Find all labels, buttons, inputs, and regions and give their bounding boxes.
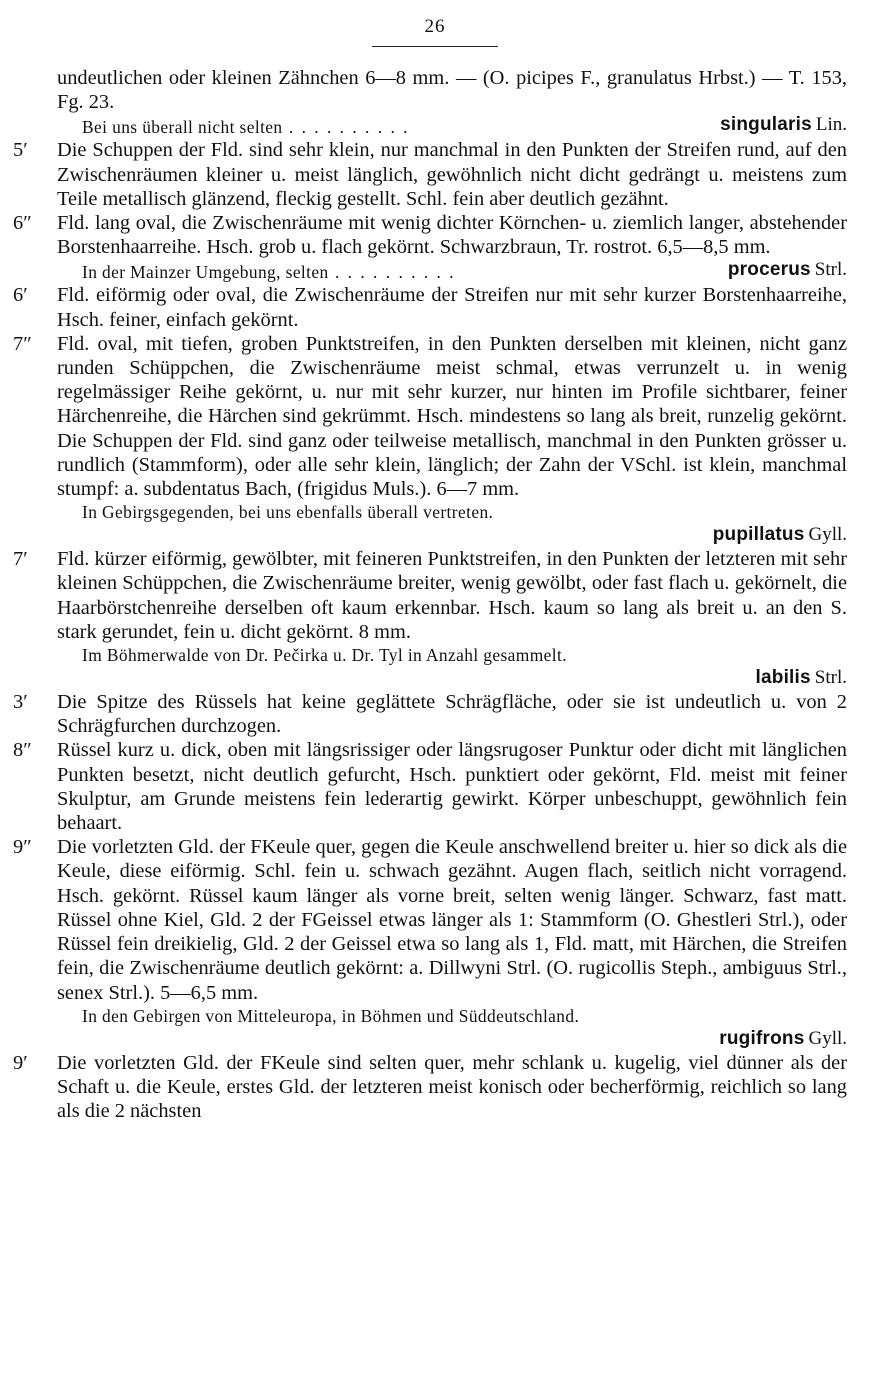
couplet-entry <box>13 138 847 211</box>
entry-text: undeutlichen oder kleinen Zähnchen 6—8 mm. — (O. picipes F., granulatus Hrbst.) — T. 153, Fg. 23. <box>57 67 847 114</box>
species-author: Strl. <box>814 259 847 281</box>
couplet-entry <box>13 332 847 501</box>
couplet-number: 3′ <box>13 691 28 714</box>
couplet-number: 9′ <box>13 1051 28 1074</box>
couplet-entry <box>13 690 847 738</box>
locality-text: Bei uns überall nicht selten . . . <box>82 116 847 138</box>
page-content <box>0 66 870 1123</box>
couplet-number: 8″ <box>13 739 32 762</box>
couplet-entry <box>13 547 847 644</box>
species-epithet: rugifrons <box>719 1027 805 1049</box>
entry-text: Rüssel kurz u. dick, oben mit längsrissiger oder längsrugoser Punktur oder dicht mit länglichen Punkten besetzt, nicht deutlich gefurcht, Hsch. punktiert oder gekörnt, Fld. meist mit feiner Skulptur, am Grunde meistens fein lederartig gewirkt. Körper unbeschuppt, gewöhnlich fein behaart. <box>57 739 847 835</box>
couplet-entry <box>13 1051 847 1124</box>
species-author: Gyll. <box>808 1027 847 1049</box>
couplet-number: 7″ <box>13 332 32 355</box>
couplet-entry <box>13 835 847 1004</box>
locality-line <box>0 114 870 138</box>
species-name <box>724 259 847 281</box>
couplet-entry <box>13 738 847 835</box>
couplet-number: 5′ <box>13 139 28 162</box>
couplet-number: 9″ <box>13 836 32 859</box>
species-epithet: singularis <box>720 114 812 136</box>
locality-text: Im Böhmerwalde von Dr. Pečirka u. Dr. Tyl in Anzahl gesammelt. <box>82 645 567 666</box>
species-epithet: labilis <box>755 667 811 689</box>
species-name <box>0 1027 847 1051</box>
species-name <box>0 666 847 690</box>
page-number: 26 <box>424 16 446 37</box>
species-author: Lin. <box>815 114 847 136</box>
locality-line <box>0 259 870 283</box>
locality-text: In den Gebirgen von Mitteleuropa, in Böhmen und Süddeutschland. <box>82 1005 580 1026</box>
species-epithet: procerus <box>727 259 811 281</box>
entry-text: Die vorletzten Gld. der FKeule sind selten quer, mehr schlank u. kugelig, viel dünner als der Schaft u. die Keule, erstes Gld. der letzteren meist konisch oder becherförmig, reichlich so lang als die 2 nächsten <box>57 1051 847 1123</box>
couplet-number: 7′ <box>13 548 28 571</box>
couplet-entry <box>13 211 847 259</box>
locality-text: In Gebirgsgegenden, bei uns ebenfalls überall vertreten. <box>82 502 494 523</box>
entry-text: Fld. kürzer eiförmig, gewölbter, mit feineren Punktstreifen, in den Punkten der letzteren mit sehr kleinen Schüppchen, die Zwischenräume breiter, wenig gewölbt, oder fast flach u. gekörnelt, die Haarbörstchenreihe derselben oft kaum erkennbar. Hsch. kaum so lang als breit u. an den S. stark gerundet, fein u. dicht gekörnt. 8 mm. <box>57 548 847 643</box>
entry-text: Fld. oval, mit tiefen, groben Punktstreifen, in den Punkten derselben mit kleinen, nicht ganz runden Schüppchen, die Zwischenräume meist schmal, etwas verrunzelt u. in wenig regelmässiger Reihe gekörnt, u. nur mit sehr kurzer, nur hinten im Profile sichtbarer, feiner Härchenreihe, die Härchen sind gekrümmt. Hsch. mindestens so lang als breit, runzelig gekörnt. Die Schuppen der Fld. sind ganz oder teilweise metallisch, manchmal in den Punkten grösser u. rundlich (Stammform), oder alle sehr klein, länglich; der Zahn der VSchl. ist klein, manchmal stumpf: a. subdentatus Bach, (frigidus Muls.). 6—7 mm. <box>57 332 847 501</box>
species-name <box>0 523 847 547</box>
entry-text: Die Schuppen der Fld. sind sehr klein, nur manchmal in den Punkten der Streifen rund, auf den Zwischenräumen kleiner u. meist länglich, gewöhnlich nicht dicht gedrängt u. meistens zum Teile metallisch glänzend, fleckig gestellt. Schl. fein aber deutlich gezähnt. <box>57 139 847 210</box>
entry-text: Fld. lang oval, die Zwischenräume mit wenig dichter Körnchen- u. ziemlich langer, abstehender Borstenhaarreihe. Hsch. grob u. flach gekörnt. Schwarzbraun, Tr. rostrot. 6,5—8,5 mm. <box>57 212 847 259</box>
header-rule <box>372 46 498 47</box>
couplet-number: 6′ <box>13 284 28 307</box>
species-epithet: pupillatus <box>712 524 805 546</box>
species-author: Strl. <box>814 667 847 689</box>
species-name <box>716 114 847 136</box>
locality-text: In der Mainzer Umgebung, selten . . . <box>82 261 847 283</box>
continuation-paragraph <box>57 66 847 114</box>
couplet-entry <box>13 283 847 331</box>
page-header <box>0 16 870 38</box>
entry-text: Die Spitze des Rüssels hat keine geglättete Schrägfläche, oder sie ist undeutlich u. von 2 Schrägfurchen durchzogen. <box>57 691 847 738</box>
couplet-number: 6″ <box>13 212 32 235</box>
entry-text: Die vorletzten Gld. der FKeule quer, gegen die Keule anschwellend breiter u. hier so dick als die Keule, diese eiförmig. Schl. fein u. schwach gezähnt. Augen flach, seitlich nicht vorragend. Hsch. gekörnt. Rüssel kaum länger als vorne breit, selten wenig länger. Schwarz, fast matt. Rüssel ohne Kiel, Gld. 2 der FGeissel etwas länger als 1: Stammform (O. Ghestleri Strl.), oder Rüssel fein dreikielig, Gld. 2 der Geissel etwa so lang als 1, Fld. matt, mit Härchen, die Streifen fein, die Zwischenräume deutlich gekörnt: a. Dillwyni Strl. (O. rugicollis Steph., ambiguus Strl., senex Strl.). 5—6,5 mm. <box>57 836 847 1004</box>
species-author: Gyll. <box>808 524 847 546</box>
entry-text: Fld. eiförmig oder oval, die Zwischenräume der Streifen nur mit sehr kurzer Borstenhaarreihe, Hsch. feiner, einfach gekörnt. <box>57 284 847 331</box>
